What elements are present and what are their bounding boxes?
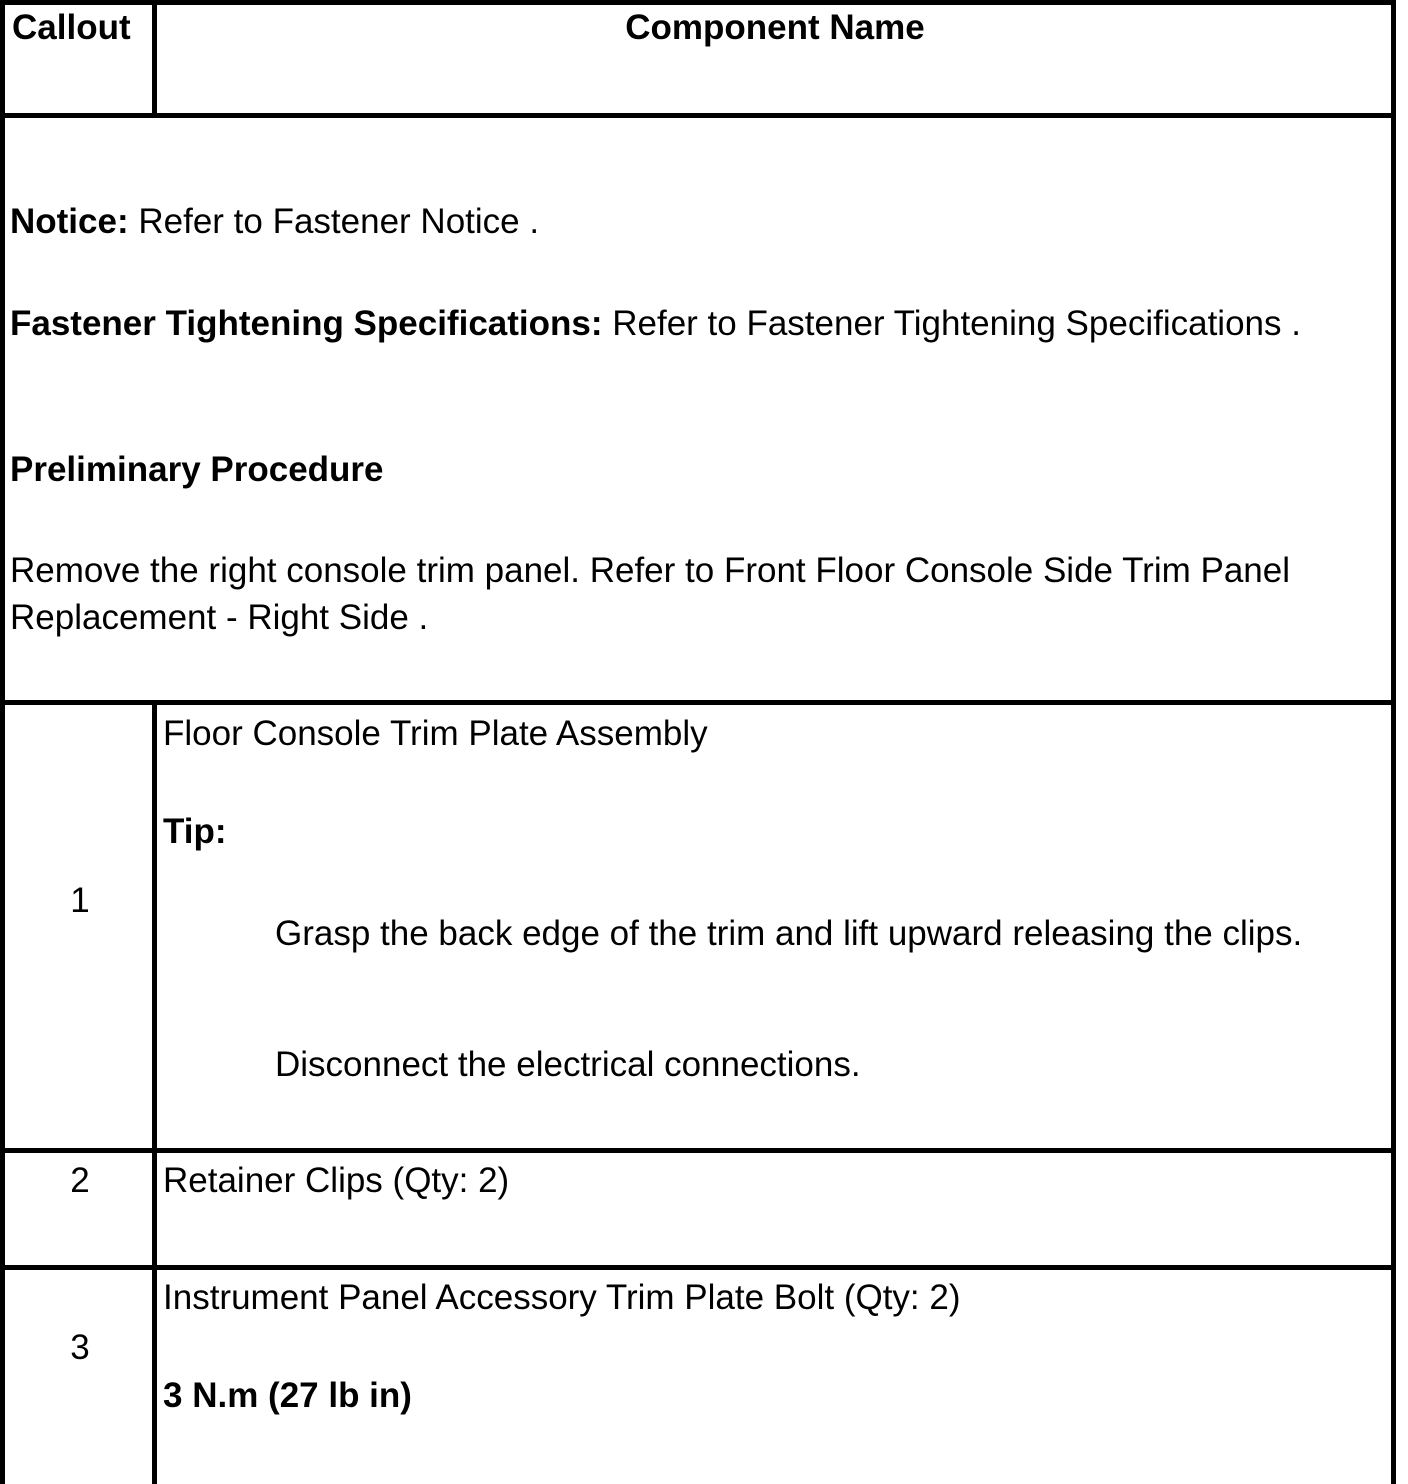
tip-step-1: Grasp the back edge of the trim and lift upward releasing the clips.	[275, 914, 1303, 953]
table-divider-header	[0, 113, 1396, 118]
component-name-1: Floor Console Trim Plate Assembly	[163, 714, 708, 753]
fastener-spec-text: Refer to Fastener Tightening Specifications .	[602, 304, 1301, 343]
notice-label: Notice:	[10, 202, 129, 241]
fastener-spec-paragraph	[10, 300, 1380, 347]
notice-text: Refer to Fastener Notice .	[128, 202, 540, 241]
notice-paragraph	[10, 198, 1380, 245]
preliminary-procedure-text: Remove the right console trim panel. Refer to Front Floor Console Side Trim Panel Replacement - Right Side .	[10, 551, 1291, 637]
table-divider-row2	[0, 1265, 1396, 1270]
callout-number-3: 3	[70, 1328, 90, 1367]
table-border-top	[0, 0, 1396, 5]
component-name-column-header: Component Name	[625, 8, 925, 47]
fastener-spec-label: Fastener Tightening Specifications:	[10, 304, 603, 343]
callout-number-2: 2	[70, 1161, 90, 1200]
tip-step-2: Disconnect the electrical connections.	[275, 1045, 861, 1084]
table-border-right	[1391, 0, 1396, 1484]
callout-column-header: Callout	[12, 8, 131, 47]
tip-label: Tip:	[163, 812, 227, 851]
callout-number-1: 1	[70, 881, 90, 920]
preliminary-procedure-heading: Preliminary Procedure	[10, 450, 384, 489]
torque-spec: 3 N.m (27 lb in)	[163, 1376, 412, 1415]
component-name-2: Retainer Clips (Qty: 2)	[163, 1161, 510, 1200]
table-border-left	[0, 0, 5, 1484]
component-name-3: Instrument Panel Accessory Trim Plate Bolt (Qty: 2)	[163, 1278, 961, 1317]
table-divider-intro	[0, 700, 1396, 705]
table-divider-row1	[0, 1148, 1396, 1153]
column-divider-header	[152, 0, 157, 118]
